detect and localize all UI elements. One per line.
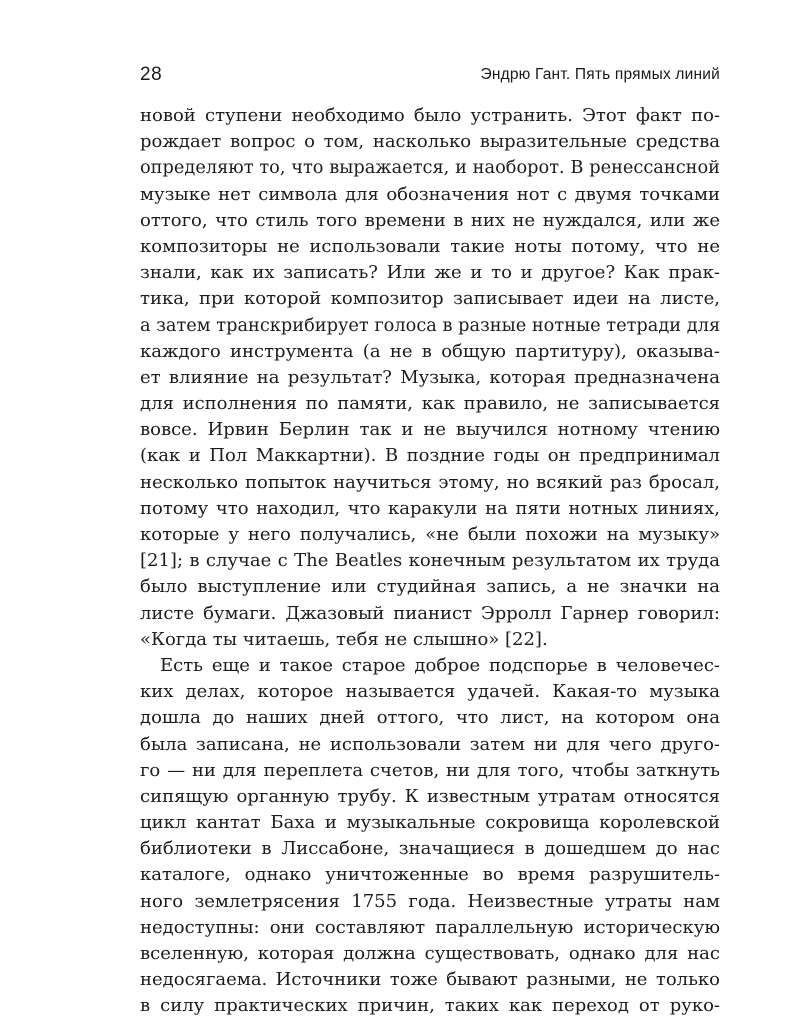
paragraph: [140, 653, 720, 1020]
body-text: [140, 103, 720, 1020]
text-line: рождает вопрос о том, насколько выразительные средства: [140, 131, 720, 153]
page-number: 28: [140, 64, 163, 85]
text-line: вселенную, которая должна существовать, однако для нас: [140, 943, 720, 964]
text-line: оттого, что стиль того времени в них не нуждался, или же: [140, 209, 720, 231]
text-line: «Когда ты читаешь, тебя не слышно» [22].: [140, 628, 548, 650]
page-header: [140, 64, 720, 92]
text-line: ких делах, которое называется удачей. Какая-то музыка: [140, 681, 720, 703]
text-line: новой ступени необходимо было устранить. Этот факт по-: [140, 105, 720, 126]
text-line: в силу практических причин, таких как переход от руко-: [140, 995, 720, 1017]
text-line: тика, при которой композитор записывает идеи на листе,: [140, 288, 720, 310]
text-line: композиторы не использовали такие ноты потому, что не: [140, 235, 720, 257]
text-line: каждого инструмента (а не в общую партитуру), оказыва-: [140, 340, 720, 362]
text-line: недосягаема. Источники тоже бывают разными, не только: [140, 969, 720, 991]
text-line: недоступны: они составляют параллельную историческую: [140, 916, 720, 938]
text-line: листе бумаги. Джазовый пианист Эрролл Гарнер говорил:: [140, 602, 720, 624]
text-line: знали, как их записать? Или же и то и другое? Как прак-: [140, 262, 720, 284]
text-line: дошла до наших дней оттого, что лист, на котором она: [140, 707, 720, 729]
text-line: несколько попыток научиться этому, но всякий раз бросал,: [140, 471, 720, 493]
text-line: которые у него получались, «не были похожи на музыку»: [140, 524, 720, 545]
paragraph: [140, 103, 720, 653]
text-line: было выступление или студийная запись, а не значки на: [140, 576, 720, 598]
text-line: сипящую органную трубу. К известным утратам относятся: [140, 785, 720, 807]
text-line: го — ни для переплета счетов, ни для того, чтобы заткнуть: [140, 759, 720, 781]
text-line: цикл кантат Баха и музыкальные сокровища королевской: [140, 812, 720, 834]
text-line: была записана, не использовали затем ни для чего друго-: [140, 733, 720, 755]
running-head: Эндрю Гант. Пять прямых линий: [480, 66, 720, 83]
text-line: библиотеки в Лиссабоне, значащиеся в дошедшем до нас: [140, 838, 720, 860]
text-line: определяют то, что выражается, и наоборот. В ренессансной: [140, 158, 720, 179]
text-line: а затем транскрибирует голоса в разные нотные тетради для: [140, 315, 721, 336]
text-line: потому что находил, что каракули на пяти нотных линиях,: [140, 497, 720, 519]
text-line: ет влияние на результат? Музыка, которая предназначена: [140, 366, 720, 388]
text-line: Есть еще и такое старое доброе подспорье в человечес-: [160, 654, 720, 676]
text-line: каталоге, однако уничтоженные во время разрушитель-: [140, 864, 720, 886]
text-line: ного землетрясения 1755 года. Неизвестные утраты нам: [140, 890, 720, 912]
text-line: для исполнения по памяти, как правило, не записывается: [140, 393, 720, 415]
text-line: музыке нет символа для обозначения нот с двумя точками: [140, 183, 720, 205]
text-line: (как и Пол Маккартни). В поздние годы он предпринимал: [140, 445, 720, 467]
text-line: [21]; в случае с The Beatles конечным результатом их труда: [140, 550, 720, 572]
text-line: вовсе. Ирвин Берлин так и не выучился нотному чтению: [140, 419, 720, 441]
